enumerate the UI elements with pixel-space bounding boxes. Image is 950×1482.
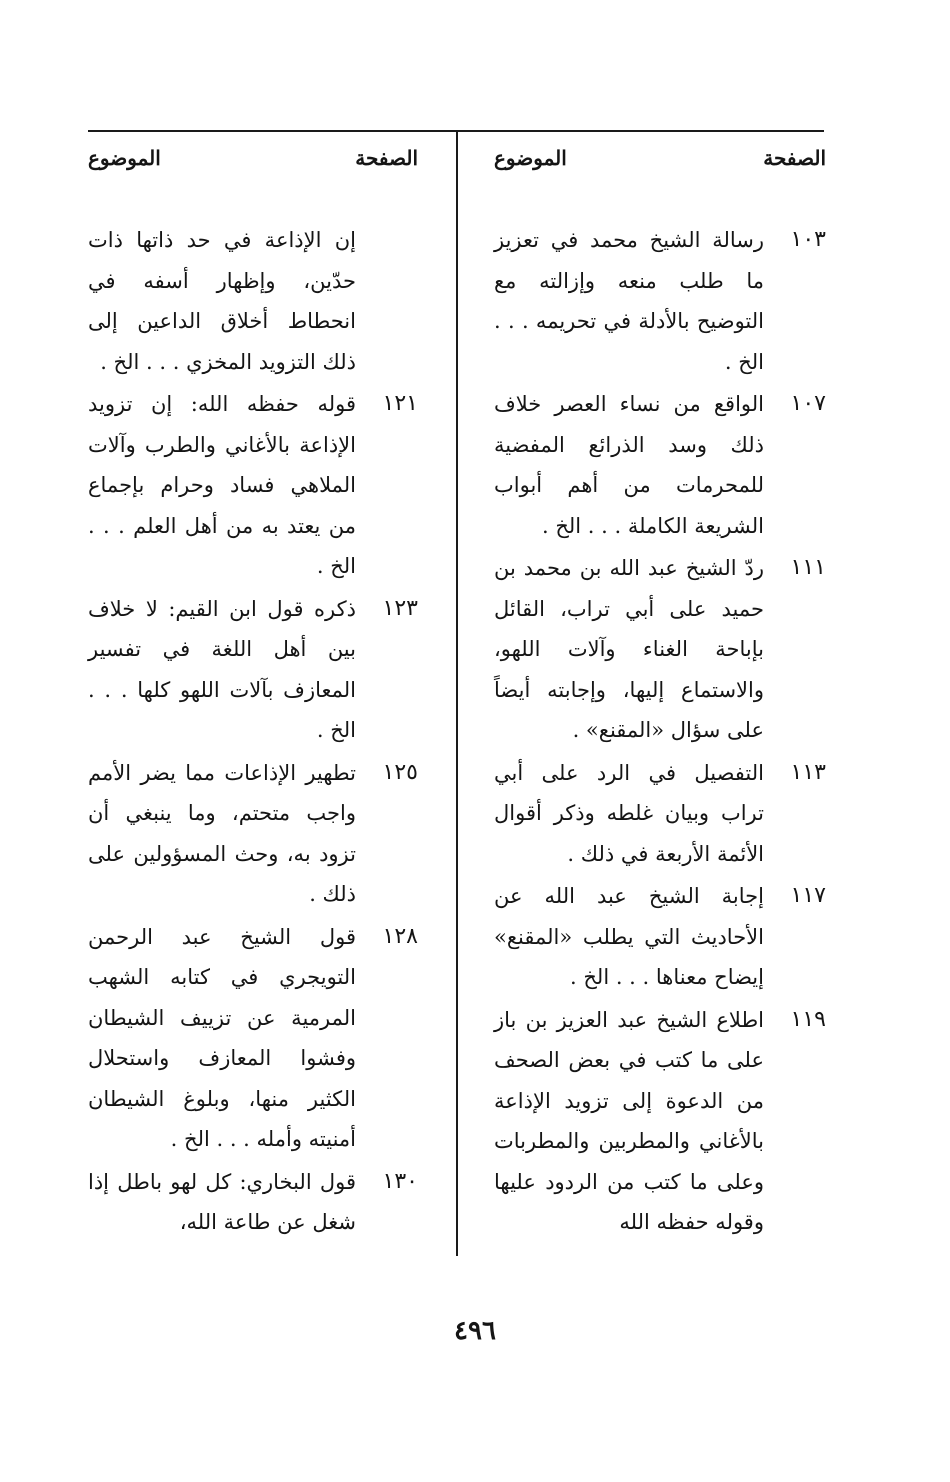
entry-text: التفصيل في الرد على أبي تراب وبيان غلطه وذكر أقوال الأئمة الأربعة في ذلك . xyxy=(494,760,764,866)
index-entry xyxy=(494,548,826,751)
entry-text: إن الإذاعة في حد ذاتها ذات حدّين، وإظهار أسفه في انحطاط أخلاق الداعين إلى ذلك التزويد المخزي . . . الخ . xyxy=(88,228,356,374)
entry-text: ردّ الشيخ عبد الله بن محمد بن حميد على أبي تراب، القائل بإباحة الغناء وآلات اللهو، والاستماع إليها، وإجابته أيضاً على سؤال «المقنع» . xyxy=(494,556,764,742)
entry-page-number: ١١٧ xyxy=(790,883,826,908)
entry-page-number: ١١٣ xyxy=(790,759,826,785)
left-column xyxy=(88,130,418,1270)
entry-page-number: ١٢٨ xyxy=(382,923,418,949)
index-entry xyxy=(494,753,826,875)
entry-text: تطهير الإذاعات مما يضر الأمم واجب متحتم، وما ينبغي أن تزود به، وحث المسؤولين على ذلك . xyxy=(88,760,356,906)
entry-text: قول الشيخ عبد الرحمن التويجري في كتابه الشهب المرمية عن تزييف الشيطان وفشوا المعازف واستحلال الكثير منها، وبلوغ الشيطان أمنيته وأمله . . . الخ . xyxy=(88,924,356,1151)
index-entry xyxy=(88,589,418,751)
index-entry xyxy=(88,384,418,587)
entry-text: ذكره قول ابن القيم: لا خلاف بين أهل اللغة في تفسير المعازف بآلات اللهو كلها . . . الخ . xyxy=(88,596,356,742)
page-column-label: الصفحة xyxy=(763,146,826,170)
entry-text: الواقع من نساء العصر خلاف ذلك وسد الذرائع المفضية للمحرمات من أهم أبواب الشريعة الكاملة . . . الخ . xyxy=(494,392,764,538)
index-entry xyxy=(494,220,826,382)
topic-column-label: الموضوع xyxy=(494,146,567,170)
index-entry xyxy=(88,917,418,1160)
index-entry xyxy=(494,876,826,998)
topic-column-label: الموضوع xyxy=(88,146,161,170)
left-entries xyxy=(88,220,418,1243)
right-column xyxy=(494,130,826,1270)
index-entry xyxy=(88,753,418,915)
continued-entry xyxy=(88,220,418,382)
right-column-header xyxy=(494,130,826,190)
entry-text: رسالة الشيخ محمد في تعزيز ما طلب منعه وإزالته مع التوضيح بالأدلة في تحريمه . . . الخ . xyxy=(494,228,764,374)
entry-text: إجابة الشيخ عبد الله عن الأحاديث التي يطلب «المقنع» إيضاح معناها . . . الخ . xyxy=(494,884,764,989)
entry-page-number: ١٢٣ xyxy=(382,595,418,621)
entry-page-number: ١٢٥ xyxy=(382,759,418,785)
entry-page-number: ١٠٣ xyxy=(790,227,826,252)
entry-page-number: ١٣٠ xyxy=(382,1168,418,1194)
entry-page-number: ١٠٧ xyxy=(790,391,826,416)
index-entry xyxy=(88,1162,418,1243)
right-entries xyxy=(494,220,826,1243)
page-column-label: الصفحة xyxy=(355,146,418,170)
index-entry xyxy=(494,1000,826,1243)
entry-page-number: ١١٩ xyxy=(790,1006,826,1032)
entry-page-number: ١٢١ xyxy=(382,391,418,416)
entry-text: قول البخاري: كل لهو باطل إذا شغل عن طاعة الله، xyxy=(88,1169,356,1234)
page-number: ٤٩٦ xyxy=(454,1316,496,1346)
entry-page-number: ١١١ xyxy=(790,555,826,580)
index-entry xyxy=(494,384,826,546)
left-column-header xyxy=(88,130,418,190)
entry-text: قوله حفظه الله: إن تزويد الإذاعة بالأغاني والطرب وآلات الملاهي فساد وحرام بإجماع من يعتد به من أهل العلم . . . الخ . xyxy=(88,392,356,578)
entry-text: اطلاع الشيخ عبد العزيز بن باز على ما كتب في بعض الصحف من الدعوة إلى تزويد الإذاعة بالأغاني والمطربين والمطربات وعلى ما كتب من الردود عليها وقوله حفظه الله xyxy=(494,1007,764,1234)
column-divider xyxy=(456,130,458,1256)
